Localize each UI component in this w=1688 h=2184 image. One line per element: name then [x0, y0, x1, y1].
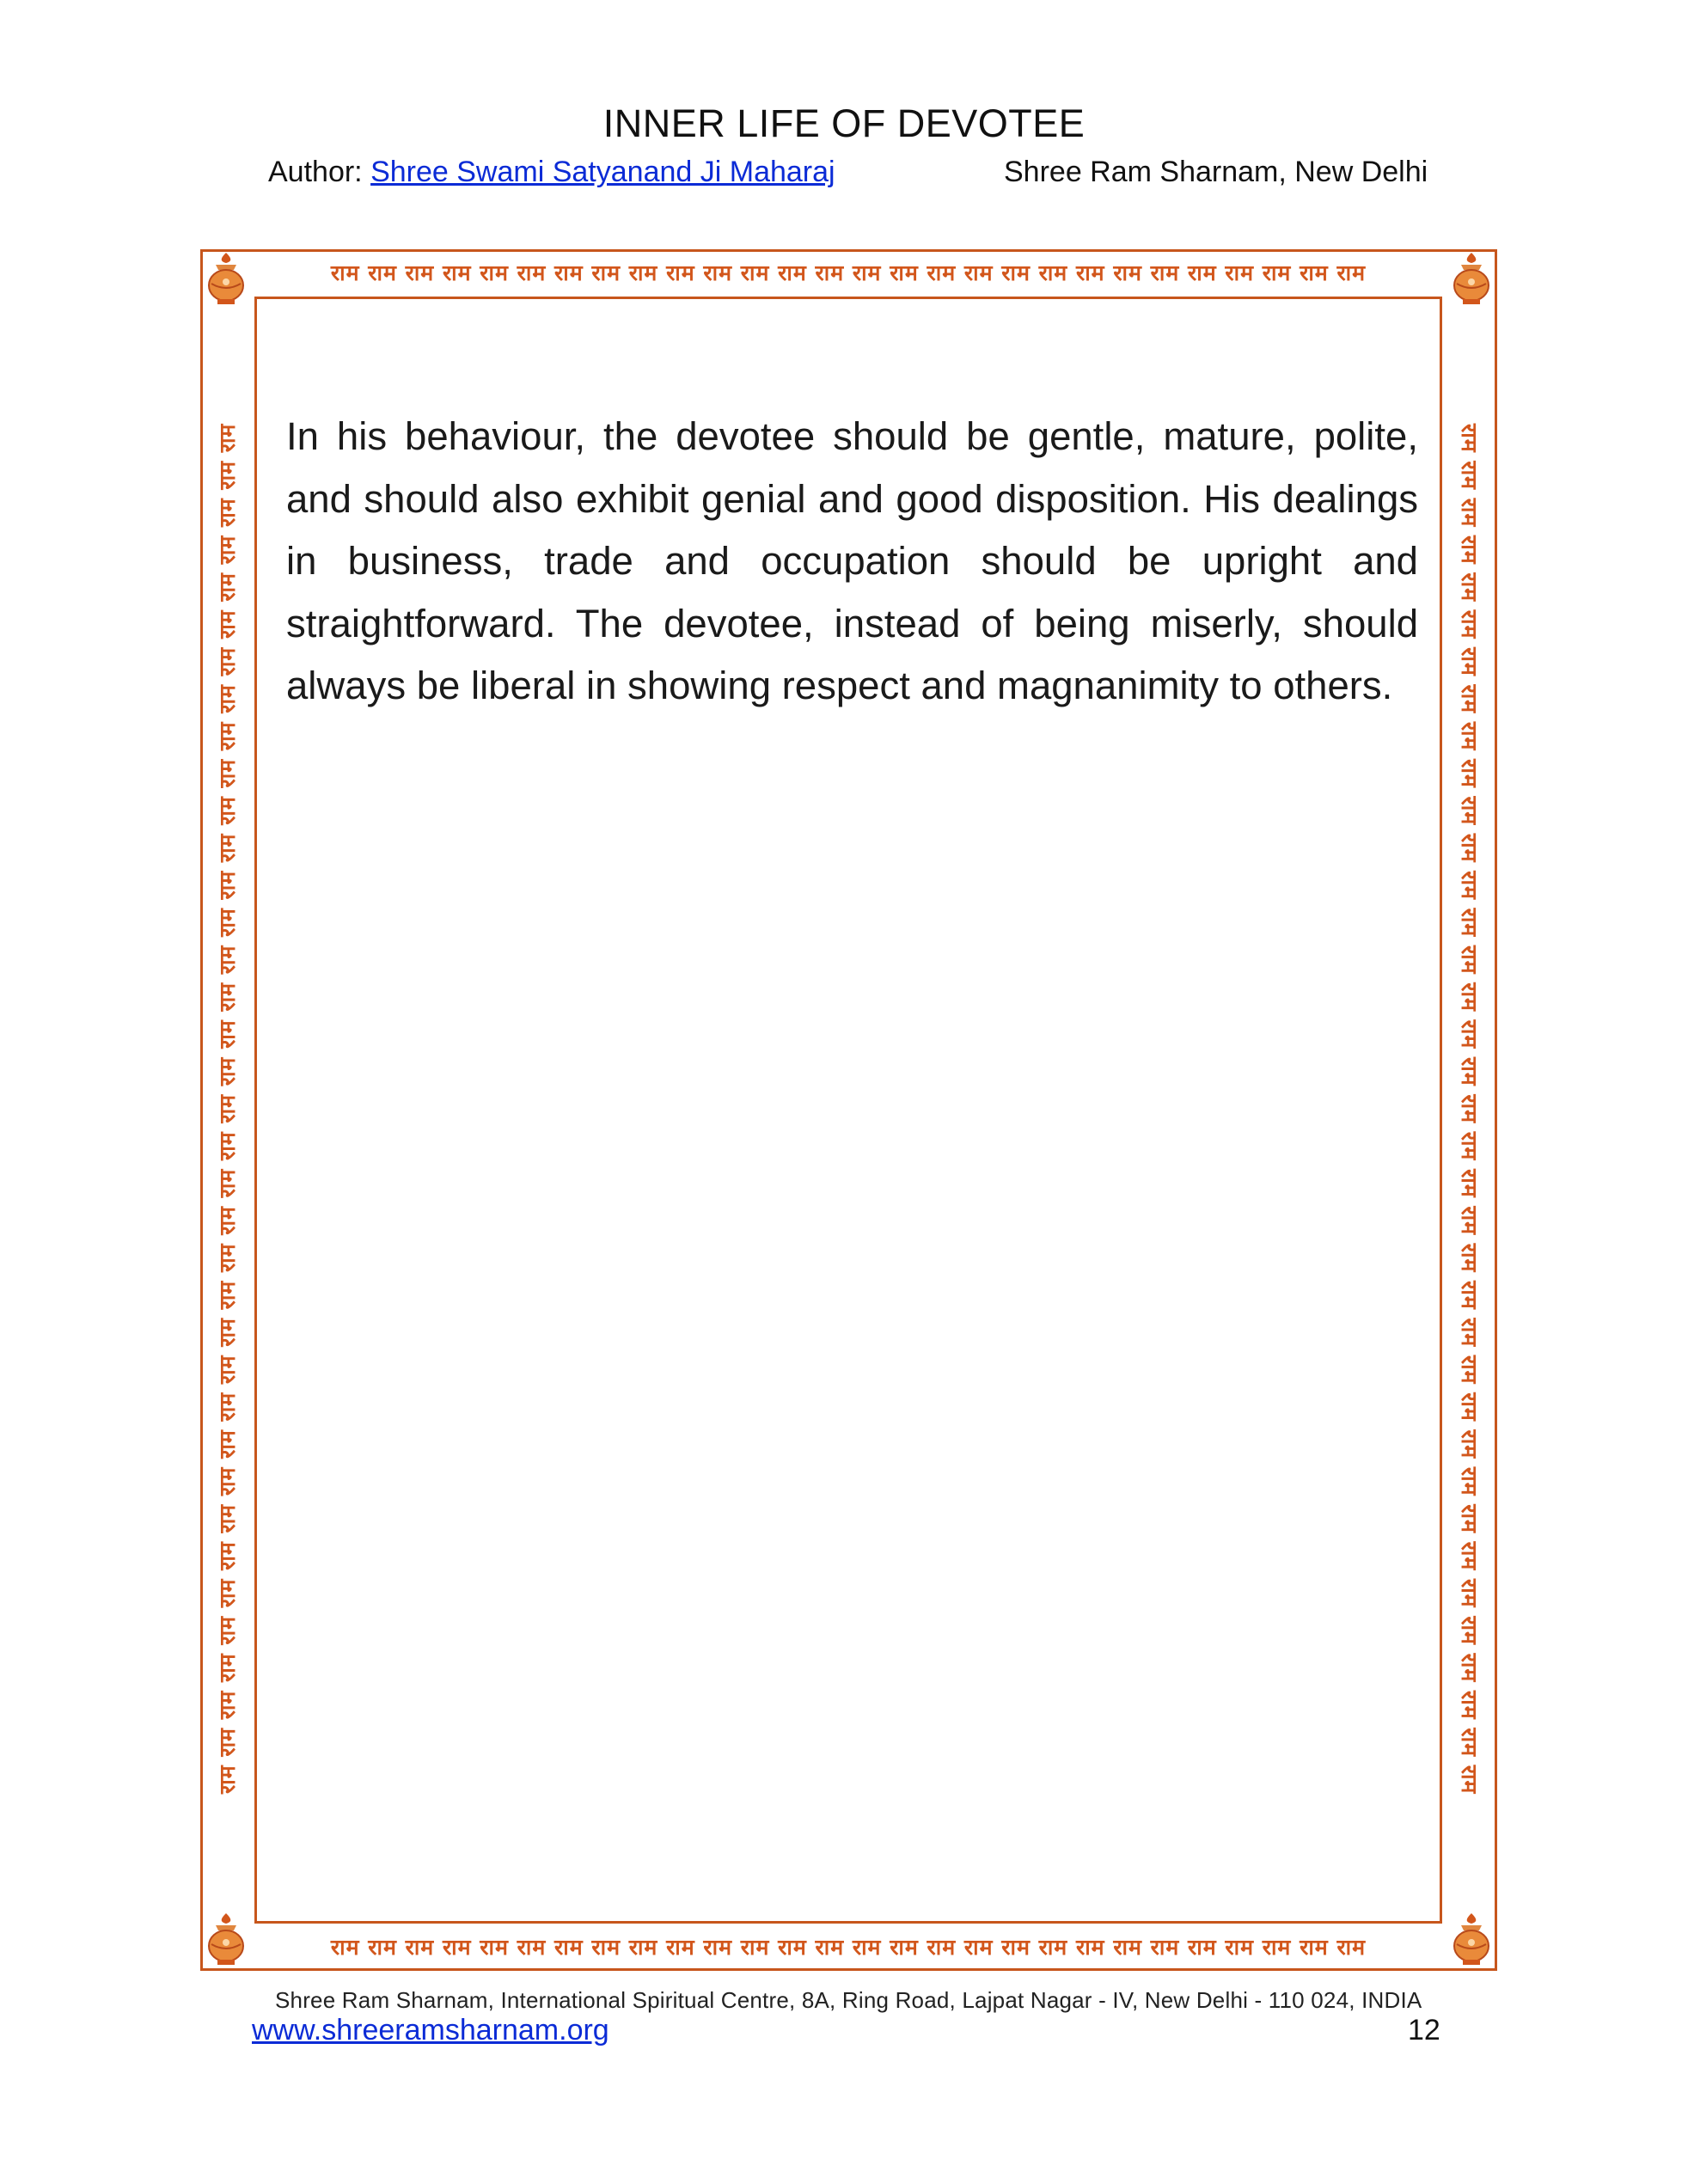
border-text-top: राम राम राम राम राम राम राम राम राम राम राम राम राम राम राम राम राम राम राम राम राम राम राम राम राम राम राम राम: [330, 260, 1367, 285]
footer-address: Shree Ram Sharnam, International Spiritual Centre, 8A, Ring Road, Lajpat Nagar - IV, New Delhi - 110 024, INDIA: [275, 1987, 1422, 2013]
body-paragraph: In his behaviour, the devotee should be gentle, mature, polite, and should also exhibit genial and good disposition. His dealings in business, trade and occupation should be upright and straightforward. The devotee, instead of being miserly, should always be liberal in showing respect and magnanimity to others.: [286, 414, 1418, 707]
website-link[interactable]: www.shreeramsharnam.org: [252, 2014, 609, 2046]
kalash-icon: [204, 251, 248, 306]
author-label: Author:: [268, 156, 371, 188]
kalash-icon: [1449, 251, 1494, 306]
kalash-icon: [1449, 1912, 1494, 1967]
border-text-right: राम राम राम राम राम राम राम राम राम राम राम राम राम राम राम राम राम राम राम राम राम राम राम राम राम राम राम राम राम राम राम राम राम राम राम राम राम: [1457, 423, 1482, 1795]
author-line: [268, 156, 835, 189]
border-text-left: राम राम राम राम राम राम राम राम राम राम राम राम राम राम राम राम राम राम राम राम राम राम राम राम राम राम राम राम राम राम राम राम राम राम राम राम राम: [215, 423, 240, 1795]
page-title: INNER LIFE OF DEVOTEE: [602, 101, 1086, 145]
page-number: 12: [1408, 2014, 1440, 2046]
author-link[interactable]: Shree Swami Satyanand Ji Maharaj: [370, 156, 835, 188]
border-text-bottom: राम राम राम राम राम राम राम राम राम राम राम राम राम राम राम राम राम राम राम राम राम राम राम राम राम राम राम राम: [330, 1935, 1367, 1960]
organization-name: Shree Ram Sharnam, New Delhi: [1004, 156, 1428, 188]
kalash-icon: [204, 1912, 248, 1967]
